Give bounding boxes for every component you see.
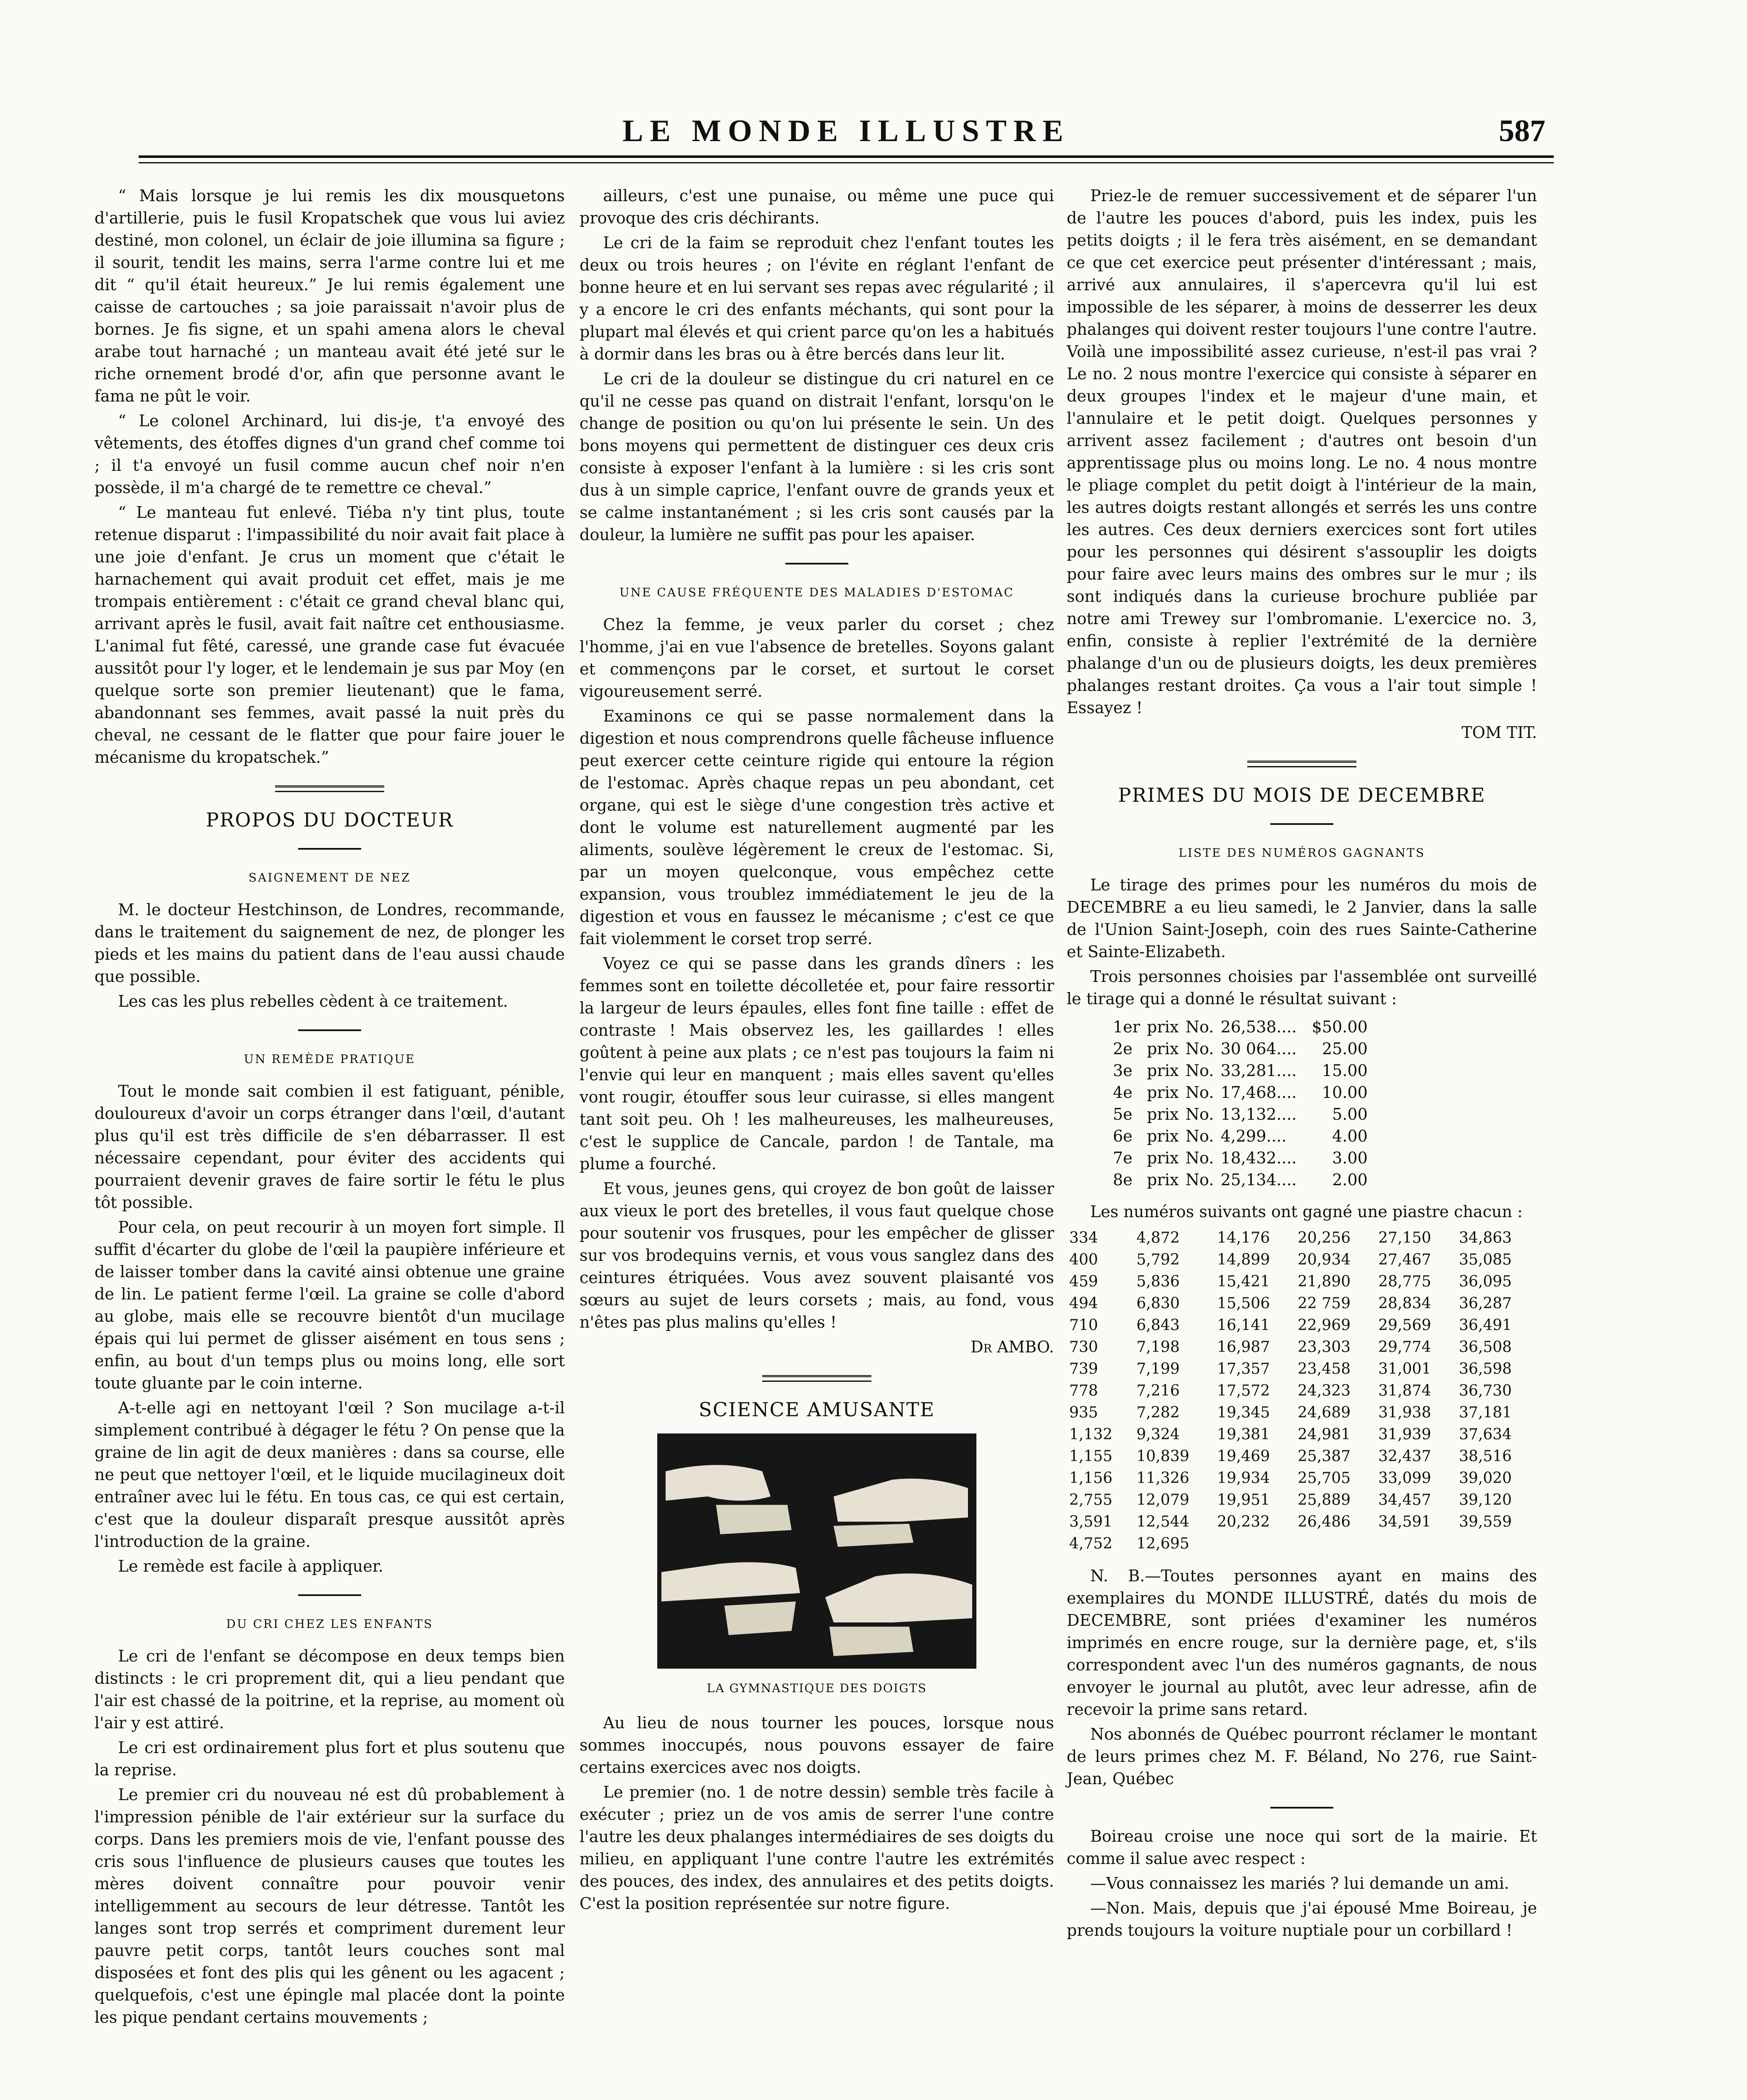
number-cell: 1,132: [1069, 1426, 1113, 1443]
paragraph: Le cri de la faim se reproduit chez l'enfant toutes les deux ou trois heures ; on l'évite en réglant l'enfant de bonne heure et en lui servant ses repas avec régularité ; il y a encore le cri des enfants méchants, qui sont pour la plupart mal élevés et qui crient parce qu'on les a habitués à dormir dans les bras ou à être bercés dans leur lit.: [580, 234, 1054, 363]
prize-cell: No.: [1185, 1127, 1214, 1145]
number-cell: 36,508: [1458, 1339, 1512, 1356]
divider: [298, 1594, 361, 1596]
numbers-row: [1067, 1271, 1537, 1293]
number-cell: 7,199: [1136, 1360, 1180, 1378]
number-cell: 494: [1069, 1295, 1098, 1312]
number-cell: [1456, 1533, 1537, 1555]
paragraph: Priez-le de remuer successivement et de séparer l'un de l'autre les pouces d'abord, puis les index, puis les petits doigts ; il le fera très aisément, en se demandant ce que cet exercice peut présenter d'intéressant ; mais, arrivé aux annulaires, il s'apercevra qu'il lui est impossible de les séparer, à moins de desserrer les deux phalanges qui doivent rester toujours l'une contre l'autre. Voilà une impossibilité assez curieuse, n'est-il pas vrai ? Le no. 2 nous montre l'exercice qui consiste à séparer en deux groupes l'index et le majeur d'une main, et l'annulaire et le petit doigt. Quelques personnes y arrivent assez facilement ; d'autres ont besoin d'un apprentissage plus ou moins long. Le no. 4 nous montre le pliage complet du petit doigt à l'intérieur de la main, les autres doigts restant allongés et serrés les uns contre les autres. Ces deux derniers exercices sont fort utiles pour les personnes qui désirent s'assouplir les doigts pour faire avec leurs mains des ombres sur le mur ; ils sont indiqués dans la curieuse brochure publiée par notre ami Trewey sur l'ombromanie. L'exercice no. 3, enfin, consiste à replier l'extrémité de la dernière phalange d'un ou de plusieurs doigts, les deux premières phalanges restant droites. Ça vous a l'air tout simple ! Essayez !: [1067, 186, 1537, 717]
paragraph: Examinons ce qui se passe normalement dans la digestion et nous comprendrons quelle fâcheuse influence peut exercer cette ceinture rigide qui entoure la région de l'estomac. Après chaque repas un peu abondant, cet organe, qui est le siège d'une congestion très active et dont le volume est naturellement augmenté par les aliments, soulève légèrement le creux de l'estomac. Si, par un moyen quelconque, vous empêchez cette expansion, vous troublez immédiatement le jeu de la digestion et vous en faussez le mécanisme ; c'est ce que fait violemment le corset trop serré.: [580, 707, 1054, 948]
number-cell: 25,889: [1298, 1491, 1351, 1509]
prize-cell: 30 064....: [1220, 1040, 1297, 1058]
prize-cell: prix: [1146, 1171, 1179, 1189]
number-cell: 36,095: [1458, 1273, 1512, 1290]
number-cell: 22,969: [1298, 1317, 1351, 1334]
number-cell: 19,381: [1217, 1426, 1270, 1443]
paragraph: —Non. Mais, depuis que j'ai épousé Mme Boireau, je prends toujours la voiture nuptiale pour un corbillard !: [1067, 1899, 1537, 1940]
number-cell: 15,421: [1217, 1273, 1270, 1290]
number-cell: 20,256: [1298, 1229, 1351, 1247]
prize-cell: No.: [1185, 1083, 1214, 1102]
subsection-title-saignement: SAIGNEMENT DE NEZ: [248, 871, 411, 885]
number-cell: 28,775: [1378, 1273, 1431, 1290]
number-cell: 36,598: [1458, 1360, 1512, 1378]
numbers-row: [1067, 1358, 1537, 1380]
author-signature: TOM TIT.: [1461, 723, 1537, 742]
numbers-row: [1067, 1380, 1537, 1402]
number-cell: [1215, 1533, 1295, 1555]
number-cell: 19,469: [1217, 1448, 1270, 1465]
prize-cell: 4.00: [1332, 1127, 1368, 1145]
header-rule-thin: [139, 162, 1554, 163]
prize-cell: No.: [1185, 1040, 1214, 1058]
number-cell: 29,569: [1378, 1317, 1431, 1334]
number-cell: 31,938: [1378, 1404, 1431, 1421]
number-cell: 31,874: [1378, 1382, 1431, 1399]
paragraph: Le premier (no. 1 de notre dessin) semble très facile à exécuter ; priez un de vos amis de serrer l'une contre l'autre les deux phalanges intermédiaires de ses doigts du milieu, en appliquant l'une contre l'autre les extrémités des pouces, des index, des annulaires et des petits doigts. C'est la position représentée sur notre figure.: [580, 1783, 1054, 1913]
number-cell: 7,216: [1136, 1382, 1180, 1399]
paragraph: Tout le monde sait combien il est fatiguant, pénible, douloureux d'avoir un corps étranger dans l'œil, d'autant plus qu'il est très difficile de s'en débarrasser. Il est nécessaire cependant, pour éviter des accidents qui pourraient devenir graves de faire sortir le fétu le plus tôt possible.: [94, 1082, 565, 1212]
column-2: [580, 185, 1054, 1917]
number-cell: 36,287: [1458, 1295, 1512, 1312]
section-title-primes: PRIMES DU MOIS DE DECEMBRE: [1118, 784, 1486, 806]
section-divider: [275, 785, 384, 792]
paragraph: ailleurs, c'est une punaise, ou même une puce qui provoque des cris déchirants.: [580, 186, 1054, 227]
header-rule: [139, 155, 1554, 158]
paragraph: Le cri de la douleur se distingue du cri naturel en ce qu'il ne cesse pas quand on distrait l'enfant, lorsqu'on le change de position ou qu'on lui présente le sein. Un des bons moyens qui permettent de distinguer ces deux cris consiste à exposer l'enfant à la lumière : si les cris sont dus à un simple caprice, l'enfant ouvre de grands yeux et se calme instantanément ; si les cris sont causés par la douleur, la lumière ne suffit pas pour les apaiser.: [580, 370, 1054, 544]
number-cell: 23,458: [1298, 1360, 1351, 1378]
number-cell: 334: [1069, 1229, 1098, 1247]
number-cell: 37,634: [1458, 1426, 1512, 1443]
numbers-row: [1067, 1402, 1537, 1424]
number-cell: 19,934: [1217, 1470, 1270, 1487]
number-cell: 778: [1069, 1382, 1098, 1399]
paragraph: Le remède est facile à appliquer.: [118, 1557, 383, 1575]
number-cell: 1,156: [1069, 1470, 1113, 1487]
number-cell: 9,324: [1136, 1426, 1180, 1443]
number-cell: 24,323: [1298, 1382, 1351, 1399]
numbers-row: [1067, 1467, 1537, 1489]
number-cell: 10,839: [1136, 1448, 1190, 1465]
number-cell: 37,181: [1458, 1404, 1512, 1421]
number-cell: 27,467: [1378, 1251, 1431, 1268]
prize-cell: 10.00: [1322, 1083, 1368, 1102]
number-cell: 16,141: [1217, 1317, 1270, 1334]
prize-cell: 15.00: [1322, 1061, 1368, 1080]
number-cell: 23,303: [1298, 1339, 1351, 1356]
prize-cell: prix: [1146, 1105, 1179, 1124]
paragraph: Boireau croise une noce qui sort de la mairie. Et comme il salue avec respect :: [1067, 1827, 1537, 1868]
section-title-docteur: PROPOS DU DOCTEUR: [206, 808, 454, 831]
number-cell: 36,730: [1458, 1382, 1512, 1399]
column-3: [1067, 185, 1537, 1944]
prize-row: [1113, 1082, 1375, 1103]
prize-cell: 3e: [1113, 1061, 1133, 1080]
prize-cell: prix: [1146, 1083, 1179, 1102]
paragraph: Le cri est ordinairement plus fort et plus soutenu que la reprise.: [94, 1738, 565, 1779]
page-header: [139, 109, 1554, 155]
number-cell: 14,899: [1217, 1251, 1270, 1268]
number-cell: 2,755: [1069, 1491, 1113, 1509]
number-cell: 31,939: [1378, 1426, 1431, 1443]
prize-row: [1113, 1103, 1375, 1125]
number-cell: 20,934: [1298, 1251, 1351, 1268]
number-cell: 5,792: [1136, 1251, 1180, 1268]
paragraph: Les cas les plus rebelles cèdent à ce traitement.: [118, 992, 508, 1011]
number-cell: 22 759: [1298, 1295, 1351, 1312]
prize-cell: 4,299....: [1220, 1127, 1287, 1145]
paragraph: N. B.—Toutes personnes ayant en mains des exemplaires du MONDE ILLUSTRÉ, datés du mois de DECEMBRE, sont priées d'examiner les numéros imprimés en encre rouge, sur la dernière page, et, s'ils correspondent avec l'un des numéros gagnants, de nous envoyer le journal au plutôt, avec leur adresse, afin de recevoir la prime sans retard.: [1067, 1567, 1537, 1719]
number-cell: 14,176: [1217, 1229, 1270, 1247]
number-cell: 12,695: [1136, 1535, 1190, 1552]
number-cell: 19,345: [1217, 1404, 1270, 1421]
number-cell: 6,830: [1136, 1295, 1180, 1312]
prize-row: [1113, 1147, 1375, 1169]
number-cell: 459: [1069, 1273, 1098, 1290]
numbers-row: [1067, 1249, 1537, 1271]
number-cell: 16,987: [1217, 1339, 1270, 1356]
number-cell: 3,591: [1069, 1513, 1113, 1530]
paragraph: Au lieu de nous tourner les pouces, lorsque nous sommes inoccupés, nous pouvons essayer de faire certains exercices avec nos doigts.: [580, 1714, 1054, 1777]
prize-row: [1113, 1125, 1375, 1147]
newspaper-title: LE MONDE ILLUSTRE: [622, 114, 1070, 148]
prize-cell: prix: [1146, 1127, 1179, 1145]
number-cell: 11,326: [1136, 1470, 1190, 1487]
prize-cell: 17,468....: [1220, 1083, 1297, 1102]
paragraph: Le tirage des primes pour les numéros du mois de DECEMBRE a eu lieu samedi, le 2 Janvier, dans la salle de l'Union Saint-Joseph, coin des rues Sainte-Catherine et Sainte-Elizabeth.: [1067, 876, 1537, 961]
winning-numbers-table: [1067, 1227, 1537, 1555]
number-cell: 400: [1069, 1251, 1098, 1268]
prize-cell: 1er: [1113, 1018, 1140, 1036]
paragraph: Chez la femme, je veux parler du corset ; chez l'homme, j'ai en vue l'absence de bretelles. Soyons galant et commençons par le corset, et surtout le corset vigoureusement serré.: [580, 615, 1054, 701]
prize-cell: 8e: [1113, 1171, 1133, 1189]
paragraph: Les numéros suivants ont gagné une piastre chacun :: [1090, 1202, 1523, 1221]
prize-cell: $50.00: [1312, 1018, 1368, 1036]
number-cell: 33,099: [1378, 1470, 1431, 1487]
numbers-row: [1067, 1489, 1537, 1511]
number-cell: 27,150: [1378, 1229, 1431, 1247]
subsection-title-cri: DU CRI CHEZ LES ENFANTS: [226, 1617, 433, 1631]
divider: [298, 848, 361, 850]
prize-row: [1113, 1016, 1375, 1038]
divider: [298, 1029, 361, 1031]
prize-cell: prix: [1146, 1061, 1179, 1080]
number-cell: 4,872: [1136, 1229, 1180, 1247]
prize-cell: 2.00: [1332, 1171, 1368, 1189]
numbers-row: [1067, 1511, 1537, 1533]
number-cell: 34,863: [1458, 1229, 1512, 1247]
prize-cell: 26,538....: [1220, 1018, 1297, 1036]
prize-cell: No.: [1185, 1171, 1214, 1189]
prize-cell: 7e: [1113, 1149, 1133, 1167]
number-cell: 24,689: [1298, 1404, 1351, 1421]
number-cell: 7,198: [1136, 1339, 1180, 1356]
number-cell: 12,079: [1136, 1491, 1190, 1509]
hands-illustration: [657, 1433, 976, 1669]
prize-cell: No.: [1185, 1149, 1214, 1167]
prize-cell: prix: [1146, 1149, 1179, 1167]
number-cell: [1295, 1533, 1376, 1555]
prize-cell: 25.00: [1322, 1040, 1368, 1058]
figure-caption: LA GYMNASTIQUE DES DOIGTS: [707, 1681, 927, 1695]
prize-cell: 6e: [1113, 1127, 1133, 1145]
prize-cell: No.: [1185, 1061, 1214, 1080]
divider: [785, 563, 848, 564]
prize-cell: prix: [1146, 1040, 1179, 1058]
number-cell: 32,437: [1378, 1448, 1431, 1465]
paragraph: A-t-elle agi en nettoyant l'œil ? Son mucilage a-t-il simplement contribué à dégager le fétu ? On pense que la graine de lin agit de deux manières : dans sa course, elle ne peut que nettoyer l'œil, et le liquide mucilagineux doit entraîner avec lui le fétu. En tous cas, ce qui est certain, c'est que la douleur disparaît presque aussitôt après l'introduction de la graine.: [94, 1399, 565, 1551]
number-cell: 39,120: [1458, 1491, 1512, 1509]
prize-row: [1113, 1169, 1375, 1191]
prize-cell: No.: [1185, 1105, 1214, 1124]
paragraph: Voyez ce qui se passe dans les grands dîners : les femmes sont en toilette décolletée et, pour faire ressortir la largeur de leurs épaules, elles font fine taille : effet de contraste ! Mais observez les, les gaillardes ! elles goûtent à peine aux plats ; ce n'est pas toujours la faim ni l'envie qui leur en manquent ; mais elles savent qu'elles vont rougir, étouffer sous leur cuirasse, si elles mangent tant soit peu. Oh ! les malheureuses, les malheureuses, c'est le supplice de Cancale, pardon ! de Tantale, ma plume a fourché.: [580, 954, 1054, 1173]
number-cell: 935: [1069, 1404, 1098, 1421]
numbers-row: [1067, 1293, 1537, 1315]
paragraph: Pour cela, on peut recourir à un moyen fort simple. Il suffit d'écarter du globe de l'œil la paupière inférieure et de laisser tomber dans la cavité ainsi obtenue une graine de lin. Le patient ferme l'œil. La graine se colle d'abord au globe, mais elle se recouvre bientôt d'un mucilage épais qui lui permet de glisser aisément en tous sens ; enfin, au bout d'un temps plus ou moins long, elle sort toute gluante par le coin interne.: [94, 1218, 565, 1392]
prize-cell: 4e: [1113, 1083, 1133, 1102]
number-cell: 34,591: [1378, 1513, 1431, 1530]
number-cell: 6,843: [1136, 1317, 1180, 1334]
section-divider: [1247, 761, 1356, 767]
number-cell: 38,516: [1458, 1448, 1512, 1465]
number-cell: 21,890: [1298, 1273, 1351, 1290]
paragraph: Le cri de l'enfant se décompose en deux temps bien distincts : le cri proprement dit, qui a lieu pendant que l'air est chassé de la poitrine, et la reprise, au moment où l'air y est attiré.: [94, 1647, 565, 1732]
number-cell: 20,232: [1217, 1513, 1270, 1530]
prize-cell: prix: [1146, 1018, 1179, 1036]
divider: [1270, 823, 1333, 825]
paragraph: “ Mais lorsque je lui remis les dix mousquetons d'artillerie, puis le fusil Kropatschek que vous lui aviez destiné, mon colonel, un éclair de joie illumina sa figure ; il sourit, tendit les mains, serra l'arme contre lui et me dit “ qu'il était heureux.” Je lui remis également une caisse de cartouches ; sa joie paraissait n'avoir plus de bornes. Je fis signe, et un spahi amena alors le cheval arabe tout harnaché ; un manteau avait été jeté sur le riche ornement brodé d'or, afin que personne avant le fama ne pût le voir.: [94, 186, 565, 405]
prize-cell: 3.00: [1332, 1149, 1368, 1167]
divider: [1270, 1807, 1333, 1809]
number-cell: 17,572: [1217, 1382, 1270, 1399]
prize-row: [1113, 1060, 1375, 1082]
number-cell: 730: [1069, 1339, 1098, 1356]
number-cell: 28,834: [1378, 1295, 1431, 1312]
section-title-science: SCIENCE AMUSANTE: [698, 1398, 935, 1421]
prize-cell: 33,281....: [1220, 1061, 1297, 1080]
number-cell: 710: [1069, 1317, 1098, 1334]
number-cell: 15,506: [1217, 1295, 1270, 1312]
number-cell: 25,705: [1298, 1470, 1351, 1487]
number-cell: 7,282: [1136, 1404, 1180, 1421]
numbers-row: [1067, 1227, 1537, 1249]
number-cell: 25,387: [1298, 1448, 1351, 1465]
prize-cell: 2e: [1113, 1040, 1133, 1058]
prize-cell: 5e: [1113, 1105, 1133, 1124]
paragraph: “ Le colonel Archinard, lui dis-je, t'a envoyé des vêtements, des étoffes dignes d'un grand chef comme toi ; il t'a envoyé un fusil comme aucun chef noir n'en possède, il m'a chargé de te remettre ce cheval.”: [94, 412, 565, 497]
paragraph: —Vous connaissez les mariés ? lui demande un ami.: [1090, 1874, 1509, 1893]
number-cell: 31,001: [1378, 1360, 1431, 1378]
number-cell: 39,559: [1458, 1513, 1512, 1530]
section-divider: [762, 1375, 871, 1382]
paragraph: “ Le manteau fut enlevé. Tiéba n'y tint plus, toute retenue disparut : l'impassibilité du noir avait fait place à une joie d'enfant. Je crus un moment que c'était le harnachement qui avait produit cet effet, mais je me trompais entièrement : c'était ce grand cheval blanc qui, arrivant après le fusil, avait fait naître cet enthousiasme. L'animal fut fêté, caressé, une grande case fut évacuée aussitôt pour l'y loger, et le lendemain je sus par Moy (en quelque sorte son premier lieutenant) que le fama, abandonnant ses femmes, avait passé la nuit près du cheval, ne cessant de le flatter que pour faire jouer le mécanisme du kropatschek.”: [94, 503, 565, 766]
number-cell: 29,774: [1378, 1339, 1431, 1356]
page-number: 587: [1499, 114, 1545, 148]
prizes-table: [1113, 1016, 1375, 1191]
numbers-row: [1067, 1336, 1537, 1358]
numbers-row: [1067, 1446, 1537, 1467]
number-cell: 5,836: [1136, 1273, 1180, 1290]
numbers-row: [1067, 1315, 1537, 1336]
hands-drawing: [657, 1433, 976, 1669]
paragraph: Et vous, jeunes gens, qui croyez de bon goût de laisser aux vieux le port des bretelles, il vous faut quelque chose pour soutenir vos frusques, pour les empêcher de glisser sur vos brodequins vernis, et vous vous sanglez dans des ceintures étriquées. Vous avez souvent plaisanté vos sœurs au sujet de leurs corsets ; mais, au fond, vous n'êtes pas plus malins qu'elles !: [580, 1179, 1054, 1331]
paragraph: Trois personnes choisies par l'assemblée ont surveillé le tirage qui a donné le résultat suivant :: [1067, 967, 1537, 1008]
prize-cell: 25,134....: [1220, 1171, 1297, 1189]
number-cell: 12,544: [1136, 1513, 1190, 1530]
numbers-row: [1067, 1424, 1537, 1446]
paragraph: M. le docteur Hestchinson, de Londres, recommande, dans le traitement du saignement de nez, de plonger les pieds et les mains du patient dans de l'eau aussi chaude que possible.: [94, 900, 565, 986]
paragraph: Nos abonnés de Québec pourront réclamer le montant de leurs primes chez M. F. Béland, No 276, rue Saint-Jean, Québec: [1067, 1725, 1537, 1788]
subsection-title-liste: LISTE DES NUMÉROS GAGNANTS: [1178, 846, 1425, 860]
subsection-title-estomac: UNE CAUSE FRÉQUENTE DES MALADIES D'ESTOMAC: [619, 585, 1015, 599]
number-cell: 17,357: [1217, 1360, 1270, 1378]
prize-cell: No.: [1185, 1018, 1214, 1036]
prize-row: [1113, 1038, 1375, 1060]
prize-cell: 5.00: [1332, 1105, 1368, 1124]
column-1: [94, 185, 565, 2031]
prize-cell: 18,432....: [1220, 1149, 1297, 1167]
number-cell: 26,486: [1298, 1513, 1351, 1530]
number-cell: 19,951: [1217, 1491, 1270, 1509]
subsection-title-remede: UN REMÈDE PRATIQUE: [244, 1052, 416, 1066]
number-cell: 4,752: [1069, 1535, 1113, 1552]
number-cell: 1,155: [1069, 1448, 1113, 1465]
number-cell: [1376, 1533, 1456, 1555]
prize-cell: 13,132....: [1220, 1105, 1297, 1124]
author-signature: Dr AMBO.: [971, 1338, 1054, 1356]
numbers-row: [1067, 1533, 1537, 1555]
number-cell: 39,020: [1458, 1470, 1512, 1487]
number-cell: 24,981: [1298, 1426, 1351, 1443]
number-cell: 34,457: [1378, 1491, 1431, 1509]
number-cell: 36,491: [1458, 1317, 1512, 1334]
paragraph: Le premier cri du nouveau né est dû probablement à l'impression pénible de l'air extérieur sur la surface du corps. Dans les premiers mois de vie, l'enfant pousse des cris sous l'influence de plusieurs causes que toutes les mères doivent connaître pour pouvoir venir intelligemment au secours de leur détresse. Tantôt les langes sont trop serrés et compriment durement leur pauvre petit corps, tantôt leurs couches sont mal disposées et font des plis qui les gênent ou les agacent ; quelquefois, c'est une épingle mal placée dont la pointe les pique pendant certains mouvements ;: [94, 1785, 565, 2026]
number-cell: 35,085: [1458, 1251, 1512, 1268]
number-cell: 739: [1069, 1360, 1098, 1378]
